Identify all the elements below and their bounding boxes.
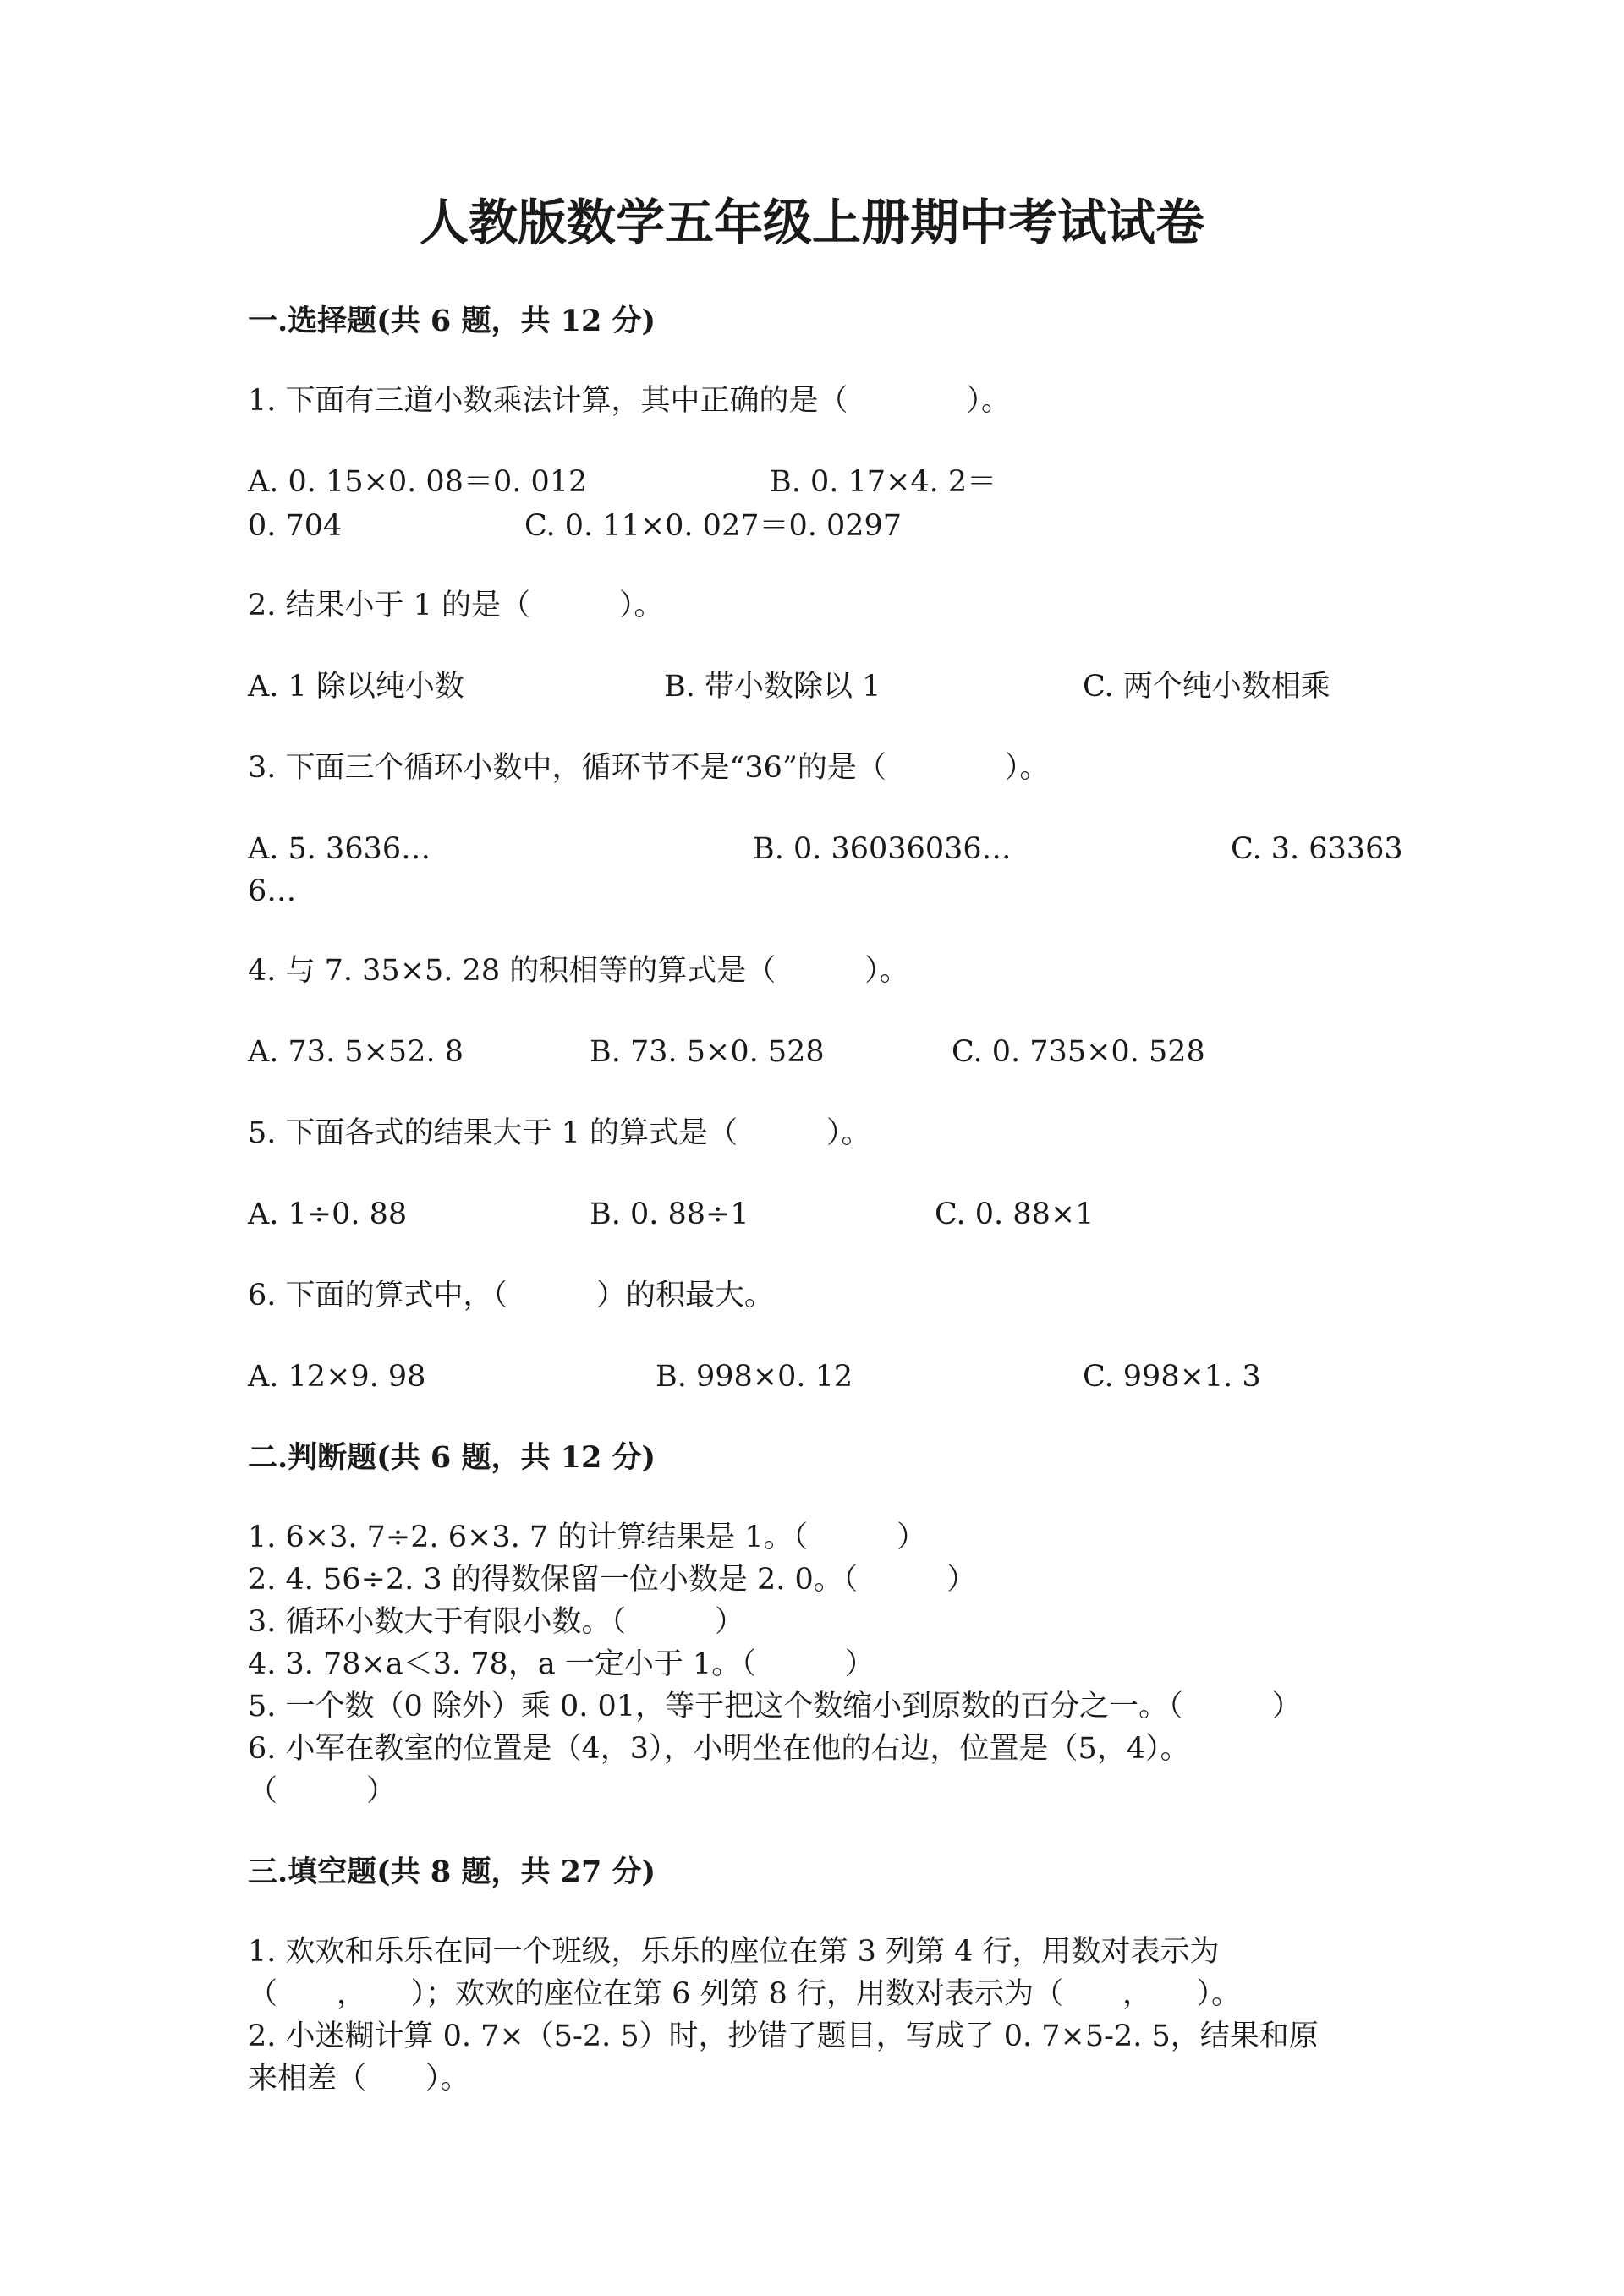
option-c: C. 998×1. 3 <box>1083 1360 1261 1394</box>
option-b-continued: 0. 704 <box>248 509 343 543</box>
fill-blank-line: 2. 小迷糊计算 0. 7×（5-2. 5）时，抄错了题目，写成了 0. 7×5-2. 5，结果和原 <box>248 2019 1319 2053</box>
statement-line: 5. 一个数（0 除外）乘 0. 01，等于把这个数缩小到原数的百分之一。（ ） <box>248 1690 1302 1723</box>
option-c: C. 两个纯小数相乘 <box>1083 670 1330 704</box>
statement-line-continued: （ ） <box>248 1774 397 1808</box>
option-c: C. 0. 88×1 <box>935 1197 1095 1231</box>
option-b: B. 73. 5×0. 528 <box>590 1035 825 1069</box>
statement-line: 6. 小军在教室的位置是（4，3），小明坐在他的右边，位置是（5，4）。 <box>248 1732 1190 1766</box>
option-b: B. 0. 36036036… <box>753 832 1012 866</box>
question-stem: 3. 下面三个循环小数中，循环节不是“36”的是（ ）。 <box>248 751 1050 785</box>
option-a: A. 1÷0. 88 <box>248 1197 408 1231</box>
option-a: A. 12×9. 98 <box>248 1360 426 1394</box>
option-b: B. 998×0. 12 <box>656 1360 853 1394</box>
statement-line: 1. 6×3. 7÷2. 6×3. 7 的计算结果是 1。（ ） <box>248 1521 927 1554</box>
option-c: C. 0. 11×0. 027＝0. 0297 <box>524 509 903 543</box>
option-a: A. 73. 5×52. 8 <box>248 1035 464 1069</box>
fill-blank-line-continued: 来相差（ ）。 <box>248 2062 470 2096</box>
option-b: B. 0. 17×4. 2＝ <box>770 465 997 499</box>
question-stem: 5. 下面各式的结果大于 1 的算式是（ ）。 <box>248 1116 871 1150</box>
option-a: A. 5. 3636… <box>248 832 431 866</box>
section-heading-fill-blank: 三.填空题(共 8 题，共 27 分) <box>248 1855 656 1889</box>
option-c: C. 3. 63363 <box>1231 832 1403 866</box>
statement-line: 4. 3. 78×a＜3. 78，a 一定小于 1。（ ） <box>248 1647 875 1681</box>
question-stem: 6. 下面的算式中，（ ）的积最大。 <box>248 1279 775 1312</box>
option-a: A. 1 除以纯小数 <box>248 670 464 704</box>
question-stem: 4. 与 7. 35×5. 28 的积相等的算式是（ ）。 <box>248 954 909 988</box>
page-title: 人教版数学五年级上册期中考试试卷 <box>419 194 1204 251</box>
option-c-continued: 6… <box>248 874 297 908</box>
option-a: A. 0. 15×0. 08＝0. 012 <box>248 465 588 499</box>
option-c: C. 0. 735×0. 528 <box>952 1035 1205 1069</box>
fill-blank-line-continued: （ ， ）；欢欢的座位在第 6 列第 8 行，用数对表示为（ ， ）。 <box>248 1977 1242 2011</box>
section-heading-judgement: 二.判断题(共 6 题，共 12 分) <box>248 1440 656 1475</box>
question-stem: 2. 结果小于 1 的是（ ）。 <box>248 589 664 622</box>
option-b: B. 带小数除以 1 <box>664 670 881 704</box>
question-stem: 1. 下面有三道小数乘法计算，其中正确的是（ ）。 <box>248 384 1012 418</box>
statement-line: 2. 4. 56÷2. 3 的得数保留一位小数是 2. 0。（ ） <box>248 1563 977 1597</box>
section-heading-choice: 一.选择题(共 6 题，共 12 分) <box>248 304 656 338</box>
fill-blank-line: 1. 欢欢和乐乐在同一个班级，乐乐的座位在第 3 列第 4 行，用数对表示为 <box>248 1935 1220 1969</box>
statement-line: 3. 循环小数大于有限小数。（ ） <box>248 1605 745 1639</box>
option-b: B. 0. 88÷1 <box>590 1197 749 1231</box>
